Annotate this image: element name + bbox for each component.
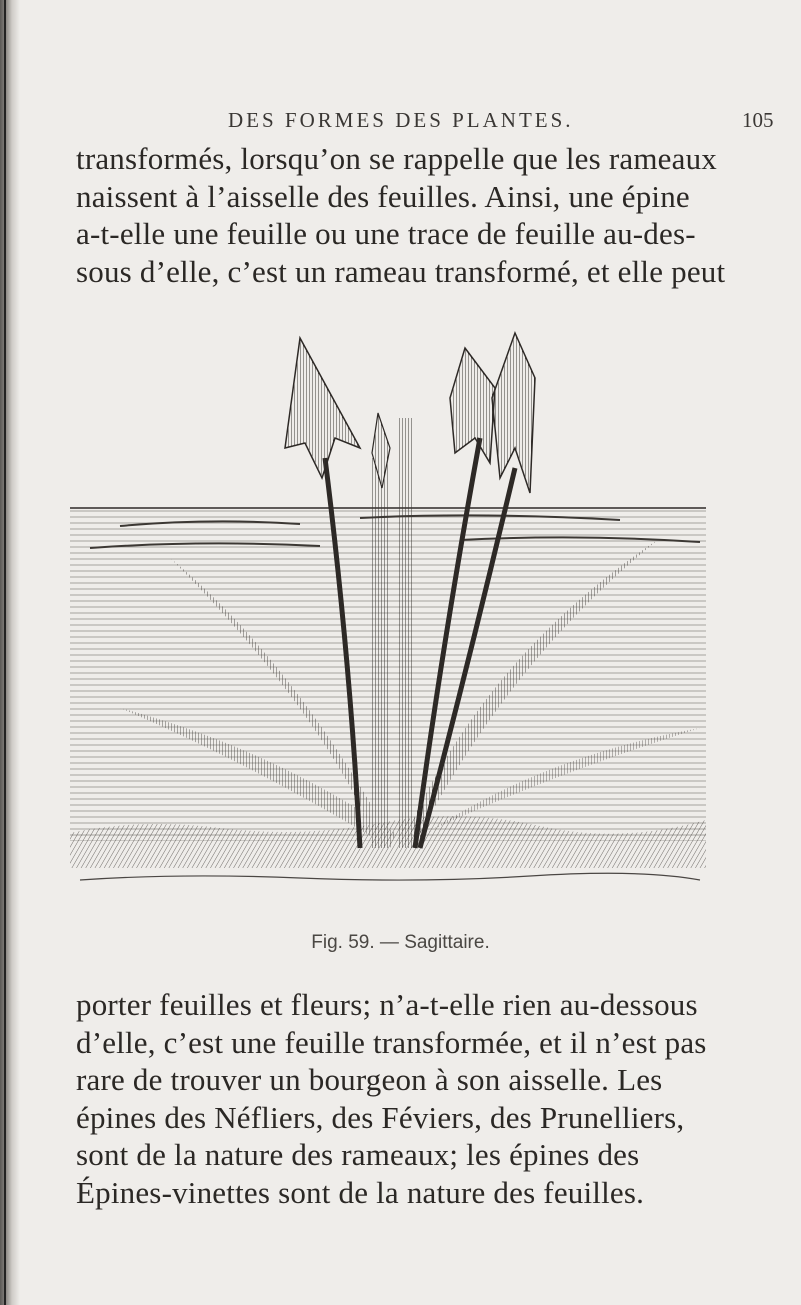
text-line: naissent à l’aisselle des feuilles. Ainsi, une épine (76, 178, 690, 214)
arrowhead-leaf (450, 348, 495, 463)
text-line: rare de trouver un bourgeon à son aisselle. Les (76, 1062, 663, 1097)
gutter-edge (4, 0, 6, 1305)
page-number: 105 (742, 108, 774, 132)
book-gutter (0, 0, 20, 1305)
text-line: porter feuilles et fleurs; n’a-t-elle rien au-dessous (76, 987, 698, 1022)
sagittaria-engraving (60, 328, 710, 893)
running-title: DES FORMES DES PLANTES. (228, 108, 574, 132)
stem (398, 418, 412, 848)
text-line: transformés, lorsqu’on se rappelle que les rameaux (76, 141, 717, 176)
paragraph-top (76, 140, 726, 290)
figure-caption: Fig. 59. — Sagittaire. (311, 932, 490, 953)
running-head (0, 108, 801, 138)
text-line: épines des Néfliers, des Féviers, des Prunelliers, (76, 1099, 685, 1135)
text-line: Épines-vinettes sont de la nature des feuilles. (76, 1174, 645, 1210)
text-line: sont de la nature des rameaux; les épines des (76, 1137, 640, 1172)
text-line: d’elle, c’est une feuille transformée, et il n’est pas (76, 1024, 707, 1060)
text-line: a-t-elle une feuille ou une trace de feuille au-des- (76, 216, 696, 251)
text-line: sous d’elle, c’est un rameau transformé, et elle peut (76, 253, 726, 289)
stem (372, 458, 390, 848)
arrowhead-leaf (285, 338, 360, 478)
paragraph-bottom (76, 986, 714, 1211)
